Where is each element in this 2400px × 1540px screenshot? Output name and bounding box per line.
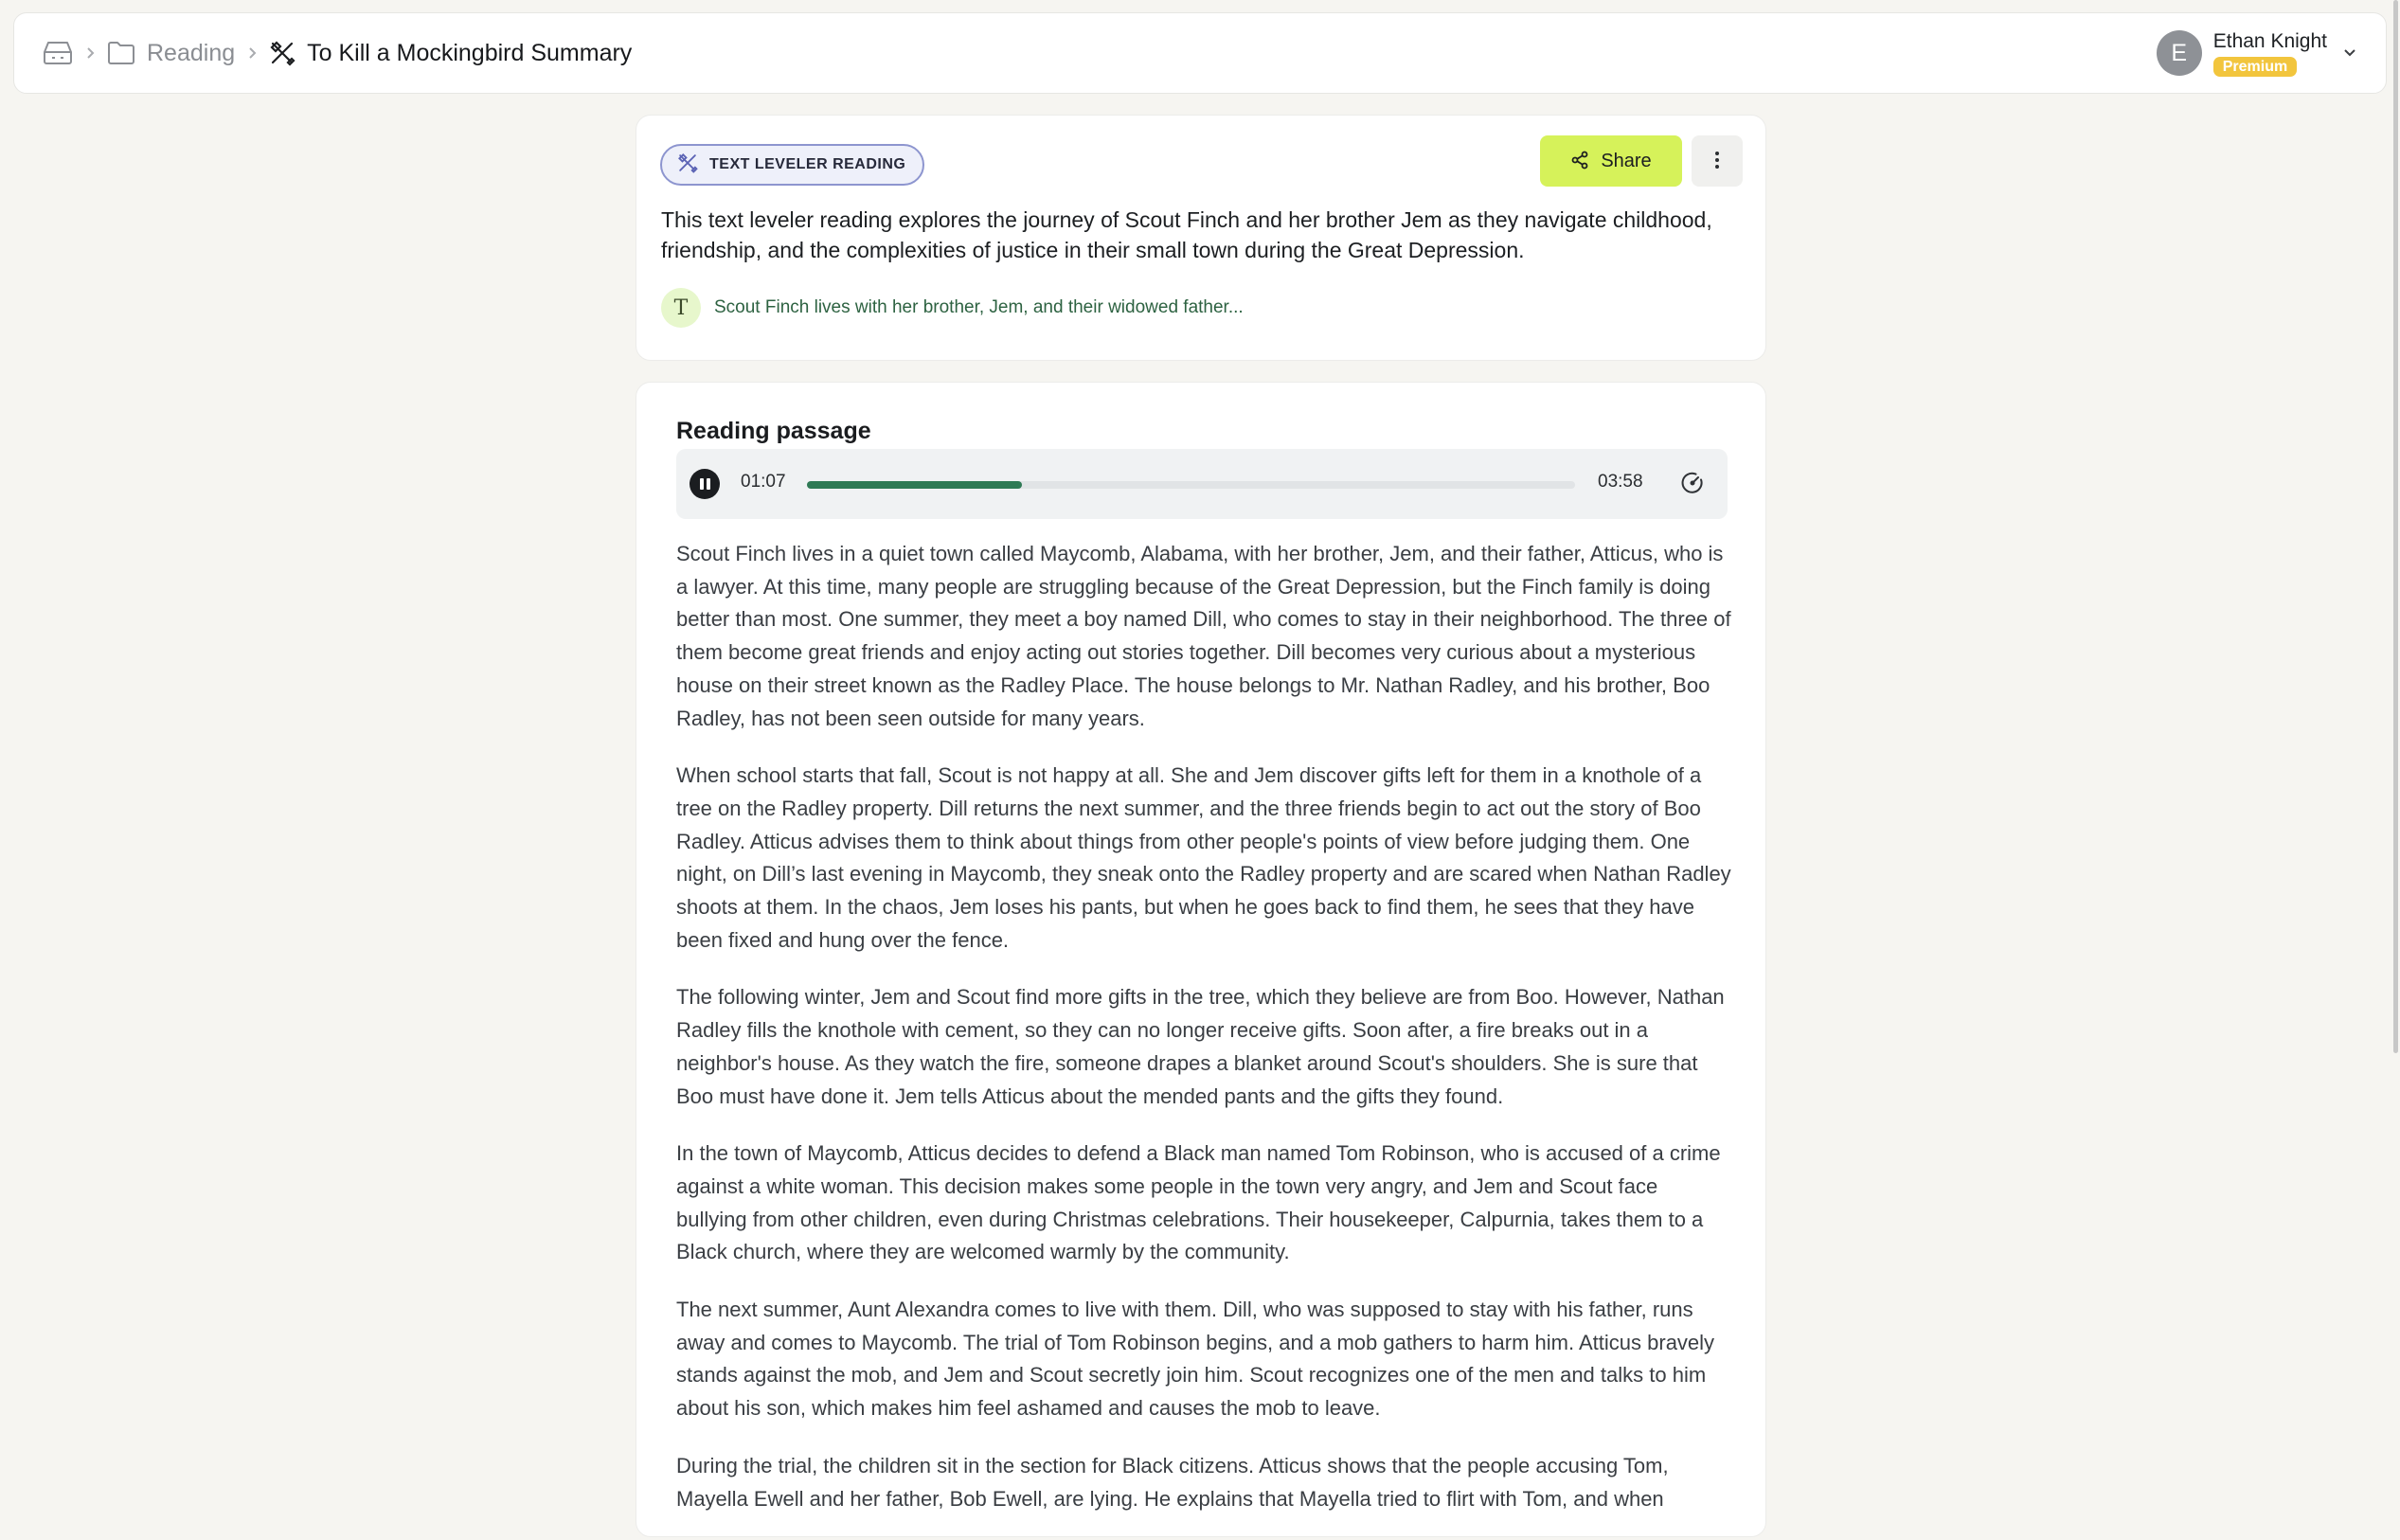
breadcrumb [43, 13, 632, 93]
pause-icon [698, 478, 711, 490]
user-name: Ethan Knight [2212, 30, 2327, 52]
tools-icon [269, 40, 296, 66]
user-menu[interactable] [2157, 13, 2357, 93]
folder-icon[interactable] [107, 41, 135, 65]
progress-fill [807, 481, 1022, 489]
share-button[interactable] [1540, 135, 1682, 187]
total-time: 03:58 [1598, 472, 1643, 492]
page-scrollbar[interactable] [2393, 0, 2398, 1053]
more-vertical-icon [1714, 151, 1720, 172]
breadcrumb-current-page: To Kill a Mockingbird Summary [307, 39, 633, 66]
avatar[interactable]: E [2157, 30, 2202, 76]
reading-passage-card [636, 382, 1766, 1537]
passage-paragraph: Scout Finch lives in a quiet town called Maycomb, Alabama, with her brother, Jem, and their father, Atticus, who is a lawyer. At this time, many people are struggling because of the Great Depression, but the Finch family is doing better than most. One summer, they meet a boy named Dill, who comes to stay in their neighborhood. The three of them become great friends and enjoy acting out stories together. Dill becomes very curious about a mysterious house on their street known as the Radley Place. The house belongs to Mr. Nathan Radley, and his brother, Boo Radley, has not been seen outside for many years. [676, 542, 1731, 730]
reading-passage-title: Reading passage [676, 418, 871, 444]
summary-description: This text leveler reading explores the journey of Scout Finch and her brother Jem as they navigate childhood, friendship, and the complexities of justice in their small town during the Great Depression. [661, 207, 1712, 262]
breadcrumb-folder-link[interactable]: Reading [147, 39, 236, 66]
playback-speed-button[interactable] [1678, 471, 1707, 499]
content-type-label: TEXT LEVELER READING [709, 156, 906, 172]
audio-player [676, 449, 1728, 519]
passage-paragraph: When school starts that fall, Scout is not happy at all. She and Jem discover gifts left for them in a knothole of a tree on the Radley property. Dill returns the next summer, and the three friends begin to act out the story of Boo Radley. Atticus advises them to think about things from other people's points of view before judging them. One night, on Dill’s last evening in Maycomb, they sneak onto the Radley property and are scared when Nathan Radley shoots at them. In the chaos, Jem loses his pants, but when he goes back to find them, he sees that they have been fixed and hung over the fence. [676, 763, 1731, 952]
summary-card [636, 115, 1766, 361]
text-excerpt [661, 288, 1244, 328]
current-time: 01:07 [741, 472, 786, 492]
pause-button[interactable] [690, 469, 720, 499]
tools-icon [677, 152, 698, 178]
passage-paragraph: The following winter, Jem and Scout find more gifts in the tree, which they believe are from Boo. However, Nathan Radley fills the knothole with cement, so they can no longer receive gifts. Soon after, a fire breaks out in a neighbor's house. As they watch the fire, someone drapes a blanket around Scout's shoulders. She is sure that Boo must have done it. Jem tells Atticus about the mended pants and the gifts they found. [676, 985, 1725, 1108]
chevron-down-icon[interactable] [2342, 47, 2357, 59]
chevron-right-icon [235, 45, 269, 61]
passage-paragraph: The next summer, Aunt Alexandra comes to live with them. Dill, who was supposed to stay with his father, runs away and comes to Maycomb. The trial of Tom Robinson begins, and a mob gathers to harm him. Atticus bravely stands against the mob, and Jem and Scout secretly join him. Scout recognizes one of the men and talks to him about his son, which makes him feel ashamed and causes the mob to leave. [676, 1298, 1715, 1421]
content-type-pill [660, 144, 924, 186]
share-icon [1570, 151, 1589, 172]
chevron-right-icon [73, 45, 107, 61]
passage-paragraph: In the town of Maycomb, Atticus decides to defend a Black man named Tom Robinson, who is accused of a crime against a white woman. This decision makes some people in the town very angry, and Jem and Scout face bullying from other children, even during Christmas celebrations. Their housekeeper, Calpurnia, takes them to a Black church, where they are welcomed warmly by the community. [676, 1141, 1721, 1264]
passage-paragraph: During the trial, the children sit in the section for Black citizens. Atticus shows that the people accusing Tom, Mayella Ewell and her father, Bob Ewell, are lying. He explains that Mayella tried to flirt with Tom, and when [676, 1453, 1669, 1511]
speedometer-icon [1680, 471, 1705, 500]
reading-passage-body [676, 538, 1732, 1540]
excerpt-text: Scout Finch lives with her brother, Jem, and their widowed father... [714, 297, 1244, 317]
more-options-button[interactable] [1692, 135, 1743, 187]
share-button-label: Share [1601, 150, 1652, 171]
premium-badge: Premium [2213, 57, 2297, 77]
inbox-tray-icon[interactable] [43, 41, 73, 65]
user-info [2213, 29, 2327, 77]
text-letter-icon: T [661, 288, 701, 328]
top-bar [13, 12, 2387, 94]
progress-slider[interactable] [807, 481, 1575, 489]
